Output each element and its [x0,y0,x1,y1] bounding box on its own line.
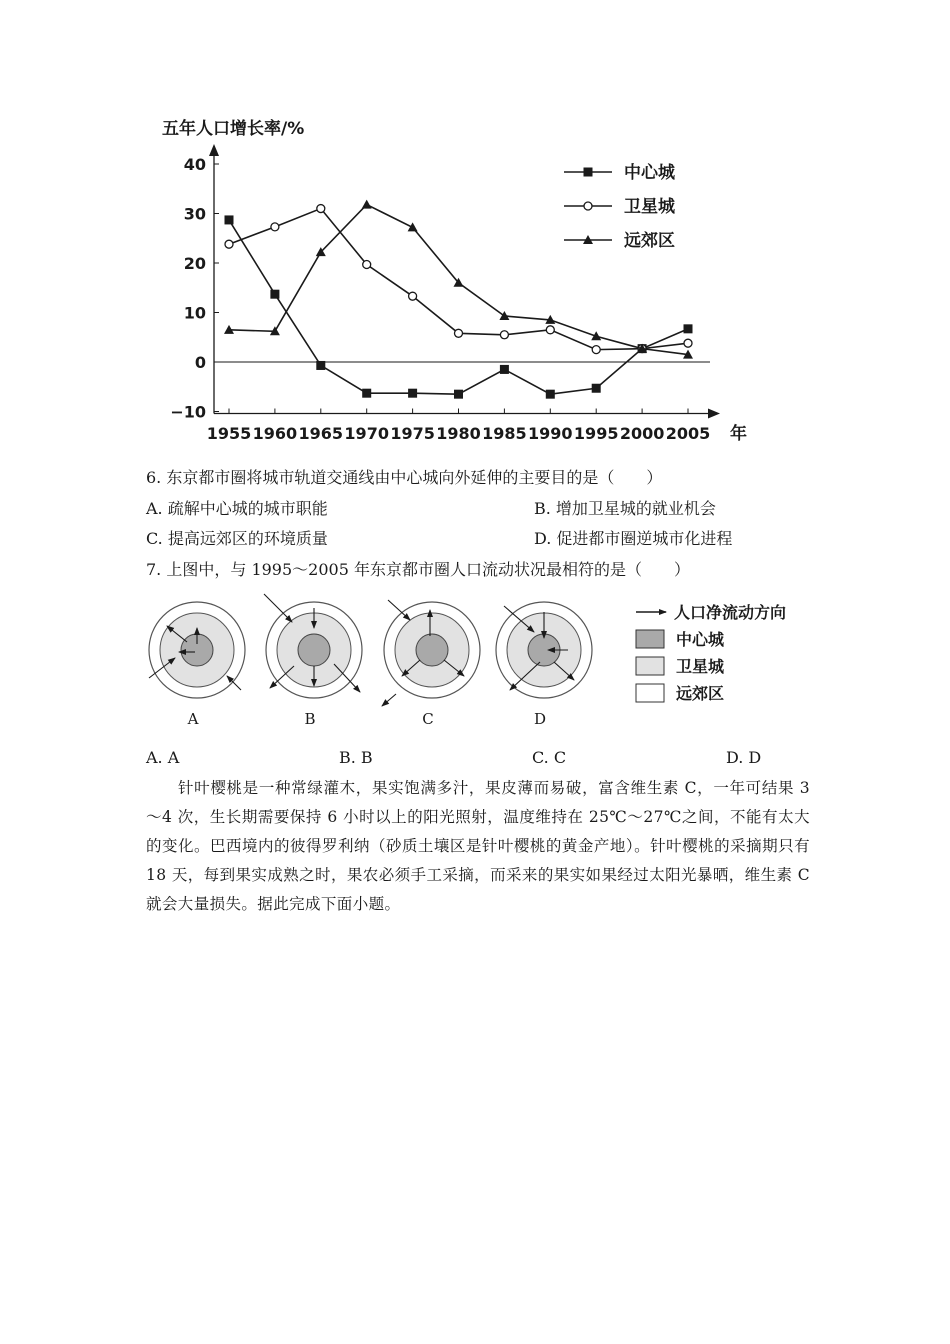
diagram-A [149,602,245,728]
data-point [408,389,417,398]
population-growth-chart [0,0,950,460]
data-point [363,260,371,268]
legend-label: 中心城 [624,163,675,183]
q6-option-d[interactable]: D. 促进都市圈逆城市化进程 [534,529,733,548]
x-tick-label: 1980 [436,424,481,443]
diagram-label: D [533,710,547,728]
x-tick-label: 1985 [482,424,527,443]
x-tick-label: 2005 [665,424,711,443]
data-point [455,329,463,337]
data-point [362,389,371,398]
legend-satellite-swatch [636,657,664,675]
legend-center-label: 中心城 [676,630,725,649]
q6-option-c[interactable]: C. 提高远郊区的环境质量 [146,529,328,548]
legend-satellite-label: 卫星城 [676,657,725,676]
data-point [684,324,693,333]
data-point [684,339,692,347]
legend-marker [584,202,592,210]
y-axis-arrow [209,144,219,156]
chart-series [224,200,693,399]
legend-outer-label: 远郊区 [676,684,725,703]
q6-option-a[interactable]: A. 疏解中心城的城市职能 [146,499,328,518]
data-point [500,331,508,339]
diagram-C [382,600,480,728]
y-tick-label: 20 [183,254,206,273]
population-flow-diagram [0,588,950,738]
q7-option-a[interactable]: A. A [146,748,180,767]
flow-legend [636,603,786,703]
data-point [408,222,418,231]
x-tick-label: 2000 [619,424,665,443]
q7-option-d[interactable]: D. D [726,748,762,767]
legend-outer-swatch [636,684,664,702]
x-tick-label: 1965 [298,424,344,443]
center-circle [416,634,448,666]
series-1 [225,215,693,398]
diagram-label: A [187,710,199,728]
legend-label: 远郊区 [624,231,675,251]
series-line [229,220,688,394]
diagram-D [496,602,592,728]
diagram-label: C [422,710,434,728]
q6-stem: 6. 东京都市圈将城市轨道交通线由中心城向外延伸的主要目的是（ ） [146,468,663,487]
q7-option-b[interactable]: B. B [339,748,373,767]
y-tick-label: 30 [183,204,206,224]
data-point [317,205,325,213]
x-tick-label: 1955 [206,424,252,443]
flow-arrow [382,694,396,706]
data-point [316,361,325,370]
legend-arrow-label: 人口净流动方向 [674,603,787,622]
chart-axes [209,144,720,419]
data-point [270,290,279,299]
data-point [225,240,233,248]
data-point [362,200,372,209]
data-point [225,215,234,224]
x-tick-label: 1960 [252,424,298,443]
data-point [546,326,554,334]
data-point [546,390,555,399]
x-axis-arrow [708,409,720,419]
x-axis-title: 年 [730,424,747,444]
y-tick-label: −10 [170,402,206,422]
data-point [592,346,600,354]
data-point [409,292,417,300]
chart-legend [564,162,676,251]
y-tick-label: 0 [194,353,206,372]
legend-center-swatch [636,630,664,648]
legend-marker [584,168,593,177]
data-point [454,390,463,399]
y-axis-title: 五年人口增长率/% [162,119,305,139]
y-tick-labels [170,155,219,422]
x-tick-label: 1990 [528,424,573,443]
x-tick-label: 1970 [344,424,389,443]
diagram-label: B [304,710,316,728]
x-tick-label: 1995 [573,424,619,443]
q7-stem: 7. 上图中，与 1995～2005 年东京都市圈人口流动状况最相符的是（ ） [146,560,690,579]
data-point [271,223,279,231]
legend-label: 卫星城 [624,197,675,217]
x-tick-label: 1975 [390,424,435,443]
center-circle [298,634,330,666]
data-point [500,365,509,374]
q7-option-c[interactable]: C. C [532,748,567,767]
y-tick-label: 10 [183,303,206,323]
y-tick-label: 40 [183,155,206,174]
reading-passage: 针叶樱桃是一种常绿灌木，果实饱满多汁，果皮薄而易破，富含维生素 C，一年可结果 3～4 次，生长期需要保持 6 小时以上的阳光照射，温度维持在 25℃～27℃之间，不能有太大的变化。巴西境内的彼得罗利纳（砂质土壤区是针叶樱桃的黄金产地）。针叶樱桃的采摘期只有 18 天，每到果实成熟之时，果农必须手工采摘，而采来的果实如果经过太阳光暴晒，维生素 C 就会大量损失。据此完成下面小题。 [146,779,810,913]
data-point [592,384,601,393]
diagram-B [264,594,362,728]
q6-option-b[interactable]: B. 增加卫星城的就业机会 [534,499,716,518]
